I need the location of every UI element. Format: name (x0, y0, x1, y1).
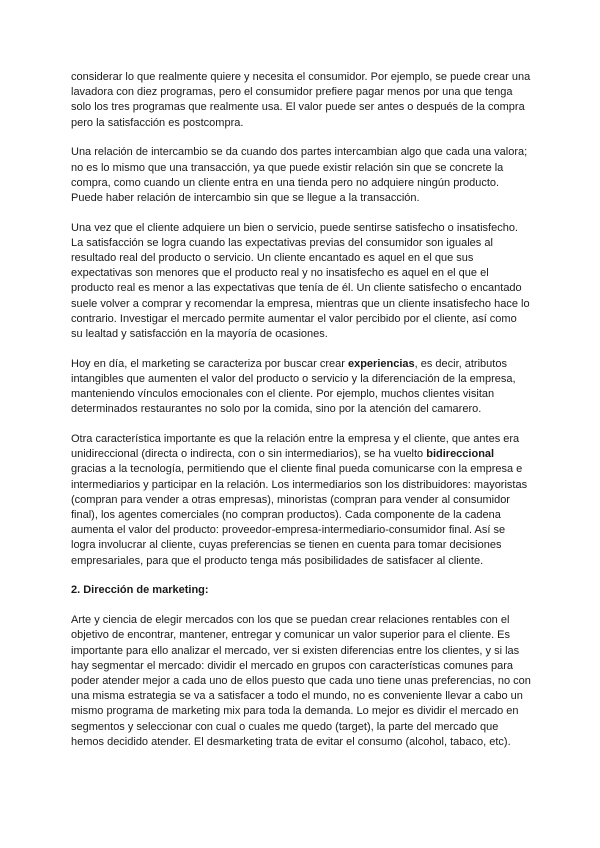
section-heading: 2. Dirección de marketing: (71, 584, 209, 597)
paragraph-experiences-text-a: Hoy en día, el marketing se caracteriza por buscar crear (71, 357, 348, 370)
keyword-experiencias: experiencias (347, 357, 415, 370)
paragraph-experiences (71, 357, 531, 418)
paragraph-marketing-direction: Arte y ciencia de elegir mercados con los que se puedan crear relaciones rentables con el objetivo de encontrar, mantener, entregar y comunicar un valor superior para el cliente. Es importante para ello analizar el mercado, ver si existen diferencias entre los clientes, y si las hay segmentar el mercado: dividir el mercado en grupos con características comunes para poder atender mejor a cada uno de ellos puesto que cada uno tiene unas preferencias, no con una misma estrategia se va a satisfacer a todo el mundo, no es conveniente llevar a cabo un mismo programa de marketing mix para toda la demanda. Lo mejor es dividir el mercado en segmentos y seleccionar con cual o cuales me quedo (target), la parte del mercado que hemos decidido atender. El desmarketing trata de evitar el consumo (alcohol, tabaco, etc). (71, 614, 531, 748)
paragraph-bidirectional-text-a: Otra característica importante es que la relación entre la empresa y el cliente, que antes era unidireccional (directa o indirecta, con o sin intermediarios), se ha vuelto (71, 433, 520, 461)
paragraph-bidirectional-text-b: gracias a la tecnología, permitiendo que el cliente final pueda comunicarse con la empresa e intermediarios y participar en la relación. Los intermediarios son los distribuidores: mayoristas (compran para vender a otras empresas), minoristas (compran para vender al consumidor final), los agentes comerciales (no compran productos). Cada componente de la cadena aumenta el valor del producto: proveedor-empresa-intermediario-consumidor final. Así se logra involucrar al cliente, cuyas preferencias se tienen en cuenta para tomar decisiones empresariales, para que el producto tenga más posibilidades de satisfacer al cliente. (71, 463, 528, 567)
paragraph-satisfaction-value: considerar lo que realmente quiere y necesita el consumidor. Por ejemplo, se puede crear una lavadora con diez programas, pero el consumidor prefiere pagar menos por una que tenga solo los tres programas que realmente usa. El valor puede ser antes o después de la compra pero la satisfacción es postcompra. (71, 71, 531, 129)
document-page (71, 70, 531, 764)
paragraph-experiences-text-b: , es decir, atributos intangibles que aumenten el valor del producto o servicio y la diferenciación de la empresa, manteniendo vínculos emocionales con el cliente. Por ejemplo, muchos clientes visitan determinados restaurantes no solo por la comida, sino por la atención del camarero. (71, 357, 516, 416)
paragraph-exchange-relation: Una relación de intercambio se da cuando dos partes intercambian algo que cada una valora; no es lo mismo que una transacción, ya que puede existir relación sin que se concrete la compra, como cuando un cliente entra en una tienda pero no adquiere ningún producto. Puede haber relación de intercambio sin que se llegue a la transacción. (71, 146, 528, 204)
keyword-bidireccional: bidireccional (426, 448, 495, 461)
paragraph-bidirectional (71, 432, 531, 569)
paragraph-customer-satisfaction: Una vez que el cliente adquiere un bien o servicio, puede sentirse satisfecho o insatisfecho. La satisfacción se logra cuando las expectativas previas del consumidor son iguales al resultado real del producto o servicio. Un cliente encantado es aquel en el que sus expectativas son menores que el producto real y no insatisfecho es aquel en el que el producto real es menor a las expectativas que tenía de él. Un cliente satisfecho o encantado suele volver a comprar y recomendar la empresa, mientras que un cliente insatisfecho hace lo contrario. Investigar el mercado permite aumentar el valor percibido por el cliente, así como su lealtad y satisfacción en la mayoría de ocasiones. (71, 221, 530, 341)
